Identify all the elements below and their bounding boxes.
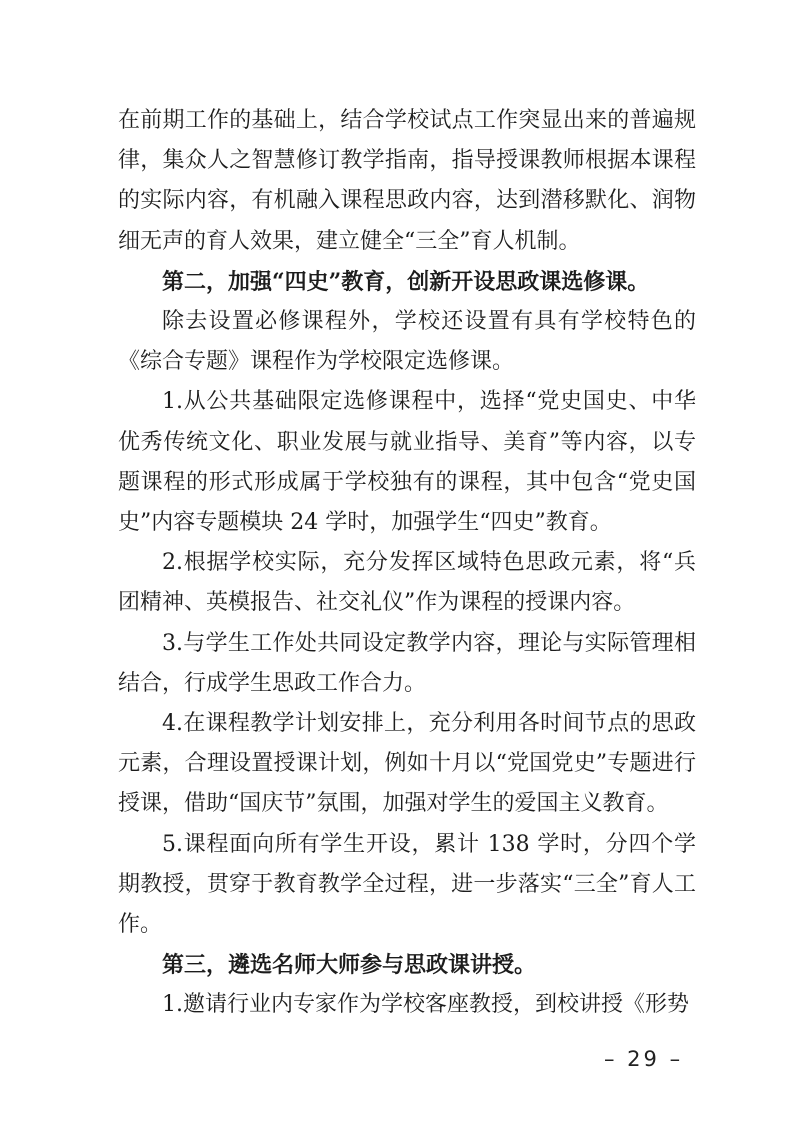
- paragraph: 2.根据学校实际，充分发挥区域特色思政元素，将“兵团精神、英模报告、社交礼仪”作为课程的授课内容。: [118, 550, 696, 616]
- section-heading: 第三，遴选名师大师参与思政课讲授。: [162, 952, 537, 979]
- paragraph: 3.与学生工作处共同设定教学内容，理论与实际管理相结合，行成学生思政工作合力。: [118, 630, 696, 696]
- page-number: – 29 –: [604, 1047, 684, 1071]
- paragraph: 4.在课程教学计划安排上，充分利用各时间节点的思政元素，合理设置授课计划，例如十月以“党国党史”专题进行授课，借助“国庆节”氛围，加强对学生的爱国主义教育。: [118, 711, 696, 817]
- paragraph: 1.从公共基础限定选修课程中，选择“党史国史、中华优秀传统文化、职业发展与就业指导、美育”等内容，以专题课程的形式形成属于学校独有的课程，其中包含“党史国史”内容专题模块 24 学时，加强学生“四史”教育。: [118, 389, 696, 536]
- paragraph: 5.课程面向所有学生开设，累计 138 学时，分四个学期教授，贯穿于教育教学全过程，进一步落实“三全”育人工作。: [118, 831, 696, 938]
- paragraph: 除去设置必修课程外，学校还设置有具有学校特色的《综合专题》课程作为学校限定选修课。: [118, 309, 696, 375]
- paragraph: 1.邀请行业内专家作为学校客座教授，到校讲授《形势: [162, 992, 689, 1018]
- paragraph: 在前期工作的基础上，结合学校试点工作突显出来的普遍规律，集众人之智慧修订教学指南，指导授课教师根据本课程的实际内容，有机融入课程思政内容，达到潜移默化、润物细无声的育人效果，建立健全“三全”育人机制。: [118, 108, 696, 254]
- section-heading: 第二，加强“四史”教育，创新开设思政课选修课。: [162, 268, 650, 295]
- document-body: [118, 101, 696, 1026]
